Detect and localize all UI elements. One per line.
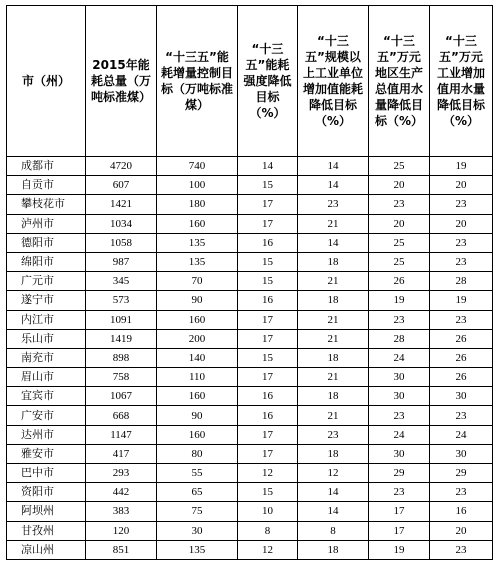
value-cell: 15 bbox=[238, 176, 298, 195]
value-cell: 23 bbox=[430, 310, 493, 329]
value-cell: 573 bbox=[86, 291, 157, 310]
value-cell: 18 bbox=[298, 540, 369, 559]
value-cell: 17 bbox=[238, 425, 298, 444]
table-row bbox=[7, 387, 493, 406]
value-cell: 20 bbox=[430, 176, 493, 195]
city-name-cell: 攀枝花市 bbox=[7, 195, 86, 214]
city-name-cell: 绵阳市 bbox=[7, 252, 86, 271]
value-cell: 80 bbox=[157, 444, 238, 463]
value-cell: 987 bbox=[86, 252, 157, 271]
value-cell: 28 bbox=[430, 272, 493, 291]
city-name-cell: 广元市 bbox=[7, 272, 86, 291]
city-name-cell: 宜宾市 bbox=[7, 387, 86, 406]
city-name-cell: 凉山州 bbox=[7, 540, 86, 559]
value-cell: 135 bbox=[157, 252, 238, 271]
value-cell: 30 bbox=[369, 444, 430, 463]
table-row bbox=[7, 540, 493, 559]
value-cell: 14 bbox=[238, 157, 298, 176]
value-cell: 1419 bbox=[86, 329, 157, 348]
value-cell: 14 bbox=[298, 483, 369, 502]
value-cell: 21 bbox=[298, 329, 369, 348]
value-cell: 17 bbox=[238, 195, 298, 214]
value-cell: 21 bbox=[298, 272, 369, 291]
table-row bbox=[7, 195, 493, 214]
value-cell: 19 bbox=[369, 540, 430, 559]
value-cell: 23 bbox=[430, 540, 493, 559]
value-cell: 135 bbox=[157, 540, 238, 559]
energy-targets-table bbox=[6, 5, 493, 560]
value-cell: 30 bbox=[430, 387, 493, 406]
table-body bbox=[7, 157, 493, 560]
value-cell: 20 bbox=[430, 214, 493, 233]
value-cell: 607 bbox=[86, 176, 157, 195]
value-cell: 19 bbox=[430, 157, 493, 176]
value-cell: 26 bbox=[430, 348, 493, 367]
header-energy-intensity-target: “十三五”能耗强度降低目标（%） bbox=[238, 6, 298, 157]
value-cell: 90 bbox=[157, 291, 238, 310]
value-cell: 1421 bbox=[86, 195, 157, 214]
city-name-cell: 广安市 bbox=[7, 406, 86, 425]
value-cell: 15 bbox=[238, 272, 298, 291]
value-cell: 20 bbox=[369, 214, 430, 233]
value-cell: 20 bbox=[369, 176, 430, 195]
value-cell: 100 bbox=[157, 176, 238, 195]
value-cell: 17 bbox=[238, 368, 298, 387]
value-cell: 14 bbox=[298, 157, 369, 176]
city-name-cell: 阿坝州 bbox=[7, 502, 86, 521]
city-name-cell: 德阳市 bbox=[7, 233, 86, 252]
value-cell: 120 bbox=[86, 521, 157, 540]
value-cell: 140 bbox=[157, 348, 238, 367]
value-cell: 18 bbox=[298, 387, 369, 406]
value-cell: 345 bbox=[86, 272, 157, 291]
value-cell: 23 bbox=[369, 310, 430, 329]
value-cell: 90 bbox=[157, 406, 238, 425]
header-gdp-water-target: “十三五”万元地区生产总值用水量降低目标（%） bbox=[369, 6, 430, 157]
value-cell: 1034 bbox=[86, 214, 157, 233]
value-cell: 1147 bbox=[86, 425, 157, 444]
value-cell: 14 bbox=[298, 176, 369, 195]
value-cell: 15 bbox=[238, 483, 298, 502]
value-cell: 75 bbox=[157, 502, 238, 521]
table-header-row bbox=[7, 6, 493, 157]
header-industrial-water-target: “十三五”万元工业增加值用水量降低目标（%） bbox=[430, 6, 493, 157]
header-energy-increment-target: “十三五”能耗增量控制目标（万吨标准煤） bbox=[157, 6, 238, 157]
value-cell: 26 bbox=[369, 272, 430, 291]
value-cell: 12 bbox=[238, 464, 298, 483]
value-cell: 18 bbox=[298, 444, 369, 463]
value-cell: 17 bbox=[369, 521, 430, 540]
value-cell: 16 bbox=[238, 406, 298, 425]
value-cell: 18 bbox=[298, 348, 369, 367]
value-cell: 25 bbox=[369, 157, 430, 176]
value-cell: 30 bbox=[369, 387, 430, 406]
value-cell: 293 bbox=[86, 464, 157, 483]
value-cell: 898 bbox=[86, 348, 157, 367]
table-row bbox=[7, 368, 493, 387]
value-cell: 23 bbox=[430, 195, 493, 214]
value-cell: 17 bbox=[238, 214, 298, 233]
value-cell: 17 bbox=[238, 444, 298, 463]
value-cell: 10 bbox=[238, 502, 298, 521]
value-cell: 23 bbox=[430, 483, 493, 502]
table-row bbox=[7, 348, 493, 367]
value-cell: 15 bbox=[238, 348, 298, 367]
value-cell: 23 bbox=[430, 233, 493, 252]
value-cell: 19 bbox=[430, 291, 493, 310]
value-cell: 24 bbox=[430, 425, 493, 444]
value-cell: 15 bbox=[238, 252, 298, 271]
table-row bbox=[7, 502, 493, 521]
value-cell: 442 bbox=[86, 483, 157, 502]
header-industrial-energy-target: “十三五”规模以上工业单位增加值能耗降低目标（%） bbox=[298, 6, 369, 157]
value-cell: 16 bbox=[238, 387, 298, 406]
table-row bbox=[7, 157, 493, 176]
value-cell: 30 bbox=[369, 368, 430, 387]
value-cell: 25 bbox=[369, 252, 430, 271]
value-cell: 23 bbox=[369, 483, 430, 502]
value-cell: 160 bbox=[157, 425, 238, 444]
table-row bbox=[7, 272, 493, 291]
value-cell: 20 bbox=[430, 521, 493, 540]
value-cell: 26 bbox=[430, 368, 493, 387]
value-cell: 14 bbox=[298, 233, 369, 252]
value-cell: 135 bbox=[157, 233, 238, 252]
value-cell: 55 bbox=[157, 464, 238, 483]
value-cell: 8 bbox=[298, 521, 369, 540]
value-cell: 200 bbox=[157, 329, 238, 348]
value-cell: 19 bbox=[369, 291, 430, 310]
value-cell: 65 bbox=[157, 483, 238, 502]
value-cell: 21 bbox=[298, 310, 369, 329]
value-cell: 16 bbox=[238, 291, 298, 310]
value-cell: 26 bbox=[430, 329, 493, 348]
table-row bbox=[7, 291, 493, 310]
city-name-cell: 达州市 bbox=[7, 425, 86, 444]
value-cell: 758 bbox=[86, 368, 157, 387]
table-row bbox=[7, 252, 493, 271]
value-cell: 16 bbox=[430, 502, 493, 521]
value-cell: 24 bbox=[369, 425, 430, 444]
city-name-cell: 成都市 bbox=[7, 157, 86, 176]
table-row bbox=[7, 406, 493, 425]
value-cell: 4720 bbox=[86, 157, 157, 176]
value-cell: 21 bbox=[298, 406, 369, 425]
city-name-cell: 巴中市 bbox=[7, 464, 86, 483]
value-cell: 851 bbox=[86, 540, 157, 559]
value-cell: 17 bbox=[238, 310, 298, 329]
header-energy-total-2015: 2015年能耗总量（万吨标准煤） bbox=[86, 6, 157, 157]
value-cell: 17 bbox=[238, 329, 298, 348]
value-cell: 160 bbox=[157, 214, 238, 233]
table-row bbox=[7, 425, 493, 444]
table-row bbox=[7, 464, 493, 483]
city-name-cell: 资阳市 bbox=[7, 483, 86, 502]
value-cell: 23 bbox=[298, 195, 369, 214]
value-cell: 23 bbox=[369, 195, 430, 214]
value-cell: 12 bbox=[238, 540, 298, 559]
city-name-cell: 眉山市 bbox=[7, 368, 86, 387]
city-name-cell: 遂宁市 bbox=[7, 291, 86, 310]
table-row bbox=[7, 483, 493, 502]
value-cell: 23 bbox=[298, 425, 369, 444]
value-cell: 12 bbox=[298, 464, 369, 483]
table-row bbox=[7, 214, 493, 233]
city-name-cell: 乐山市 bbox=[7, 329, 86, 348]
value-cell: 668 bbox=[86, 406, 157, 425]
value-cell: 1091 bbox=[86, 310, 157, 329]
value-cell: 160 bbox=[157, 387, 238, 406]
value-cell: 383 bbox=[86, 502, 157, 521]
header-city: 市（州） bbox=[7, 6, 86, 157]
city-name-cell: 雅安市 bbox=[7, 444, 86, 463]
city-name-cell: 自贡市 bbox=[7, 176, 86, 195]
value-cell: 28 bbox=[369, 329, 430, 348]
table-row bbox=[7, 521, 493, 540]
table-row bbox=[7, 176, 493, 195]
value-cell: 417 bbox=[86, 444, 157, 463]
value-cell: 1067 bbox=[86, 387, 157, 406]
value-cell: 30 bbox=[157, 521, 238, 540]
value-cell: 23 bbox=[369, 406, 430, 425]
city-name-cell: 甘孜州 bbox=[7, 521, 86, 540]
table-row bbox=[7, 310, 493, 329]
value-cell: 25 bbox=[369, 233, 430, 252]
value-cell: 180 bbox=[157, 195, 238, 214]
value-cell: 160 bbox=[157, 310, 238, 329]
value-cell: 18 bbox=[298, 252, 369, 271]
value-cell: 14 bbox=[298, 502, 369, 521]
value-cell: 29 bbox=[430, 464, 493, 483]
value-cell: 18 bbox=[298, 291, 369, 310]
value-cell: 30 bbox=[430, 444, 493, 463]
value-cell: 17 bbox=[369, 502, 430, 521]
value-cell: 740 bbox=[157, 157, 238, 176]
table-row bbox=[7, 444, 493, 463]
city-name-cell: 泸州市 bbox=[7, 214, 86, 233]
table-row bbox=[7, 329, 493, 348]
value-cell: 21 bbox=[298, 214, 369, 233]
value-cell: 70 bbox=[157, 272, 238, 291]
value-cell: 8 bbox=[238, 521, 298, 540]
city-name-cell: 内江市 bbox=[7, 310, 86, 329]
value-cell: 23 bbox=[430, 406, 493, 425]
value-cell: 1058 bbox=[86, 233, 157, 252]
value-cell: 23 bbox=[430, 252, 493, 271]
value-cell: 21 bbox=[298, 368, 369, 387]
table-row bbox=[7, 233, 493, 252]
city-name-cell: 南充市 bbox=[7, 348, 86, 367]
value-cell: 110 bbox=[157, 368, 238, 387]
value-cell: 16 bbox=[238, 233, 298, 252]
value-cell: 24 bbox=[369, 348, 430, 367]
value-cell: 29 bbox=[369, 464, 430, 483]
